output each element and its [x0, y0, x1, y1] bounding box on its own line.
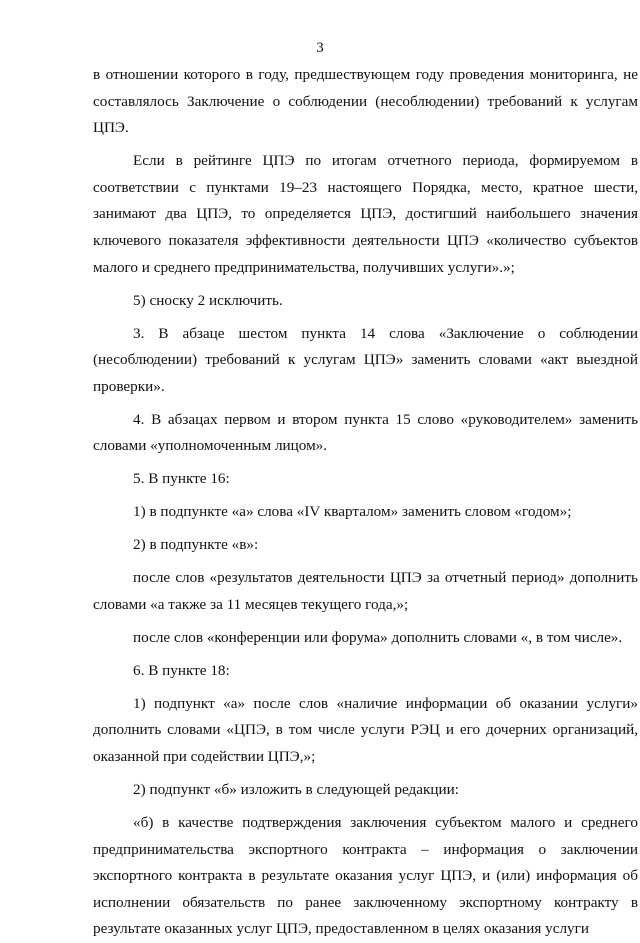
- paragraph: «б) в качестве подтверждения заключения субъектом малого и среднего предпринимательства экспортного контракта – информация о заключении экспортного контракта в результате оказания услуг ЦПЭ, и (или) информация об исполнении обязательств по ранее заключенному экспортному контракту в результате оказанных услуг ЦПЭ, предоставленном в целях оказания услуги: [93, 813, 638, 938]
- paragraph: 5. В пункте 16:: [133, 470, 230, 488]
- paragraph: 1) подпункт «а» после слов «наличие информации об оказании услуги» дополнить словами «ЦПЭ, в том числе услуги РЭЦ и его дочерних организаций, оказанной при содействии ЦПЭ,»;: [93, 694, 638, 765]
- paragraph: 2) подпункт «б» изложить в следующей редакции:: [133, 780, 459, 798]
- paragraph: 3. В абзаце шестом пункта 14 слова «Заключение о соблюдении (несоблюдении) требований к услугам ЦПЭ» заменить словами «акт выездной проверки».: [93, 324, 638, 395]
- paragraph: после слов «конференции или форума» дополнить словами «, в том числе».: [133, 628, 623, 646]
- paragraph: 2) в подпункте «в»:: [133, 536, 259, 554]
- paragraph: 4. В абзацах первом и втором пункта 15 слово «руководителем» заменить словами «уполномоченным лицом».: [93, 410, 638, 455]
- paragraph: Если в рейтинге ЦПЭ по итогам отчетного периода, формируемом в соответствии с пунктами 19–23 настоящего Порядка, место, кратное шести, занимают два ЦПЭ, то определяется ЦПЭ, достигший наибольшего значения ключевого показателя эффективности деятельности ЦПЭ «количество субъектов малого и среднего предпринимательства, получивших услуги».»;: [93, 152, 638, 276]
- document-body: [93, 62, 638, 943]
- paragraph: в отношении которого в году, предшествующем году проведения мониторинга, не составлялось Заключение о соблюдении (несоблюдении) требований к услугам ЦПЭ.: [93, 66, 638, 137]
- paragraph: 5) сноску 2 исключить.: [133, 291, 283, 309]
- page-number: 3: [316, 40, 324, 56]
- paragraph: 6. В пункте 18:: [133, 661, 230, 679]
- paragraph: после слов «результатов деятельности ЦПЭ за отчетный период» дополнить словами «а также за 11 месяцев текущего года,»;: [93, 569, 638, 613]
- paragraph: 1) в подпункте «а» слова «IV кварталом» заменить словом «годом»;: [133, 503, 572, 521]
